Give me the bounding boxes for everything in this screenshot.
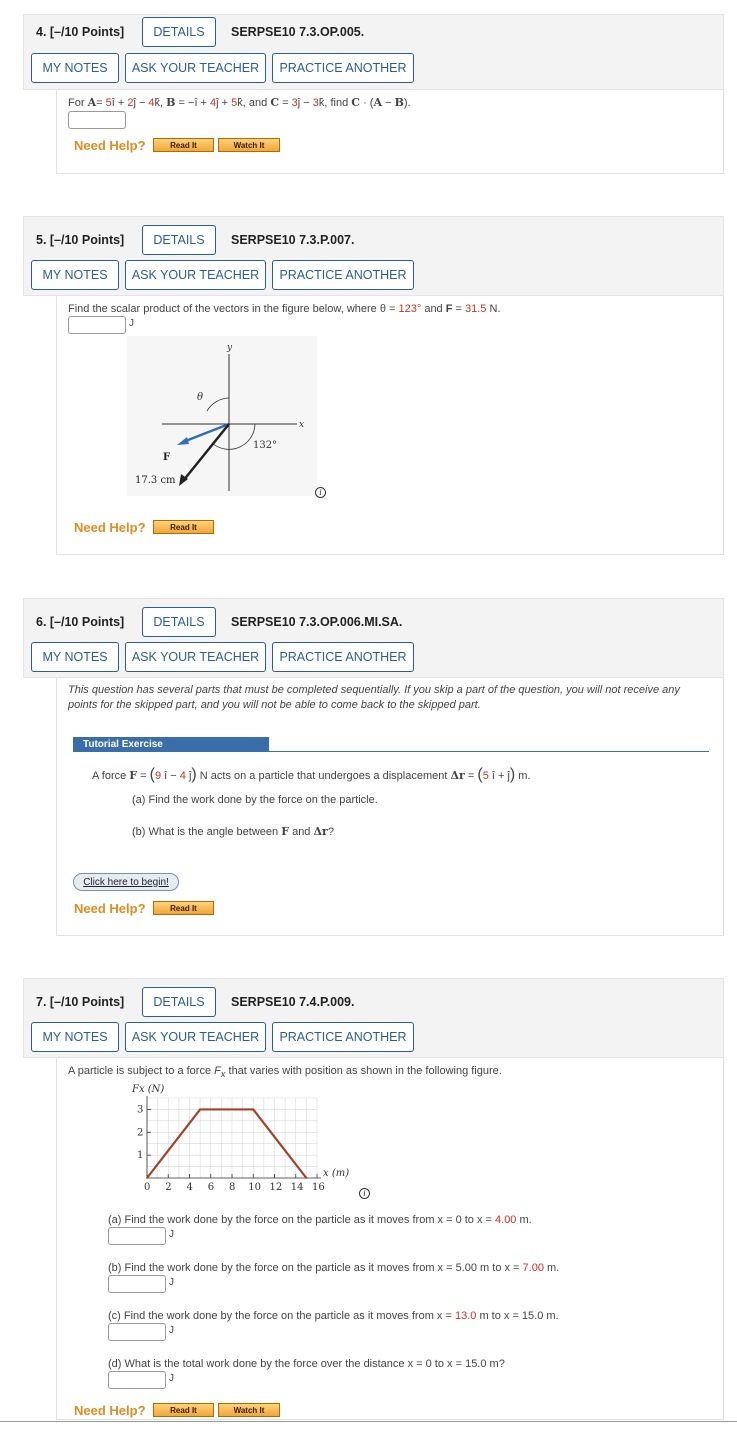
question-4-body: [56, 90, 724, 174]
part-a-text: (a) Find the work done by the force on the particle.: [132, 794, 378, 806]
part-c-text: (c) Find the work done by the force on the particle as it moves from x = 13.0 m to x = 15.0 m.: [108, 1310, 559, 1322]
x-tick-label: 6: [207, 1182, 215, 1193]
length-label: 17.3 cm: [135, 475, 176, 486]
my-notes-button[interactable]: MY NOTES: [31, 642, 119, 672]
x-tick-label: 4: [186, 1182, 193, 1193]
question-header: [23, 216, 724, 296]
question-code: SERPSE10 7.4.P.009.: [231, 995, 355, 1009]
practice-another-button[interactable]: PRACTICE ANOTHER: [272, 53, 414, 83]
question-5: [23, 216, 724, 296]
part-a-input[interactable]: [108, 1227, 166, 1245]
part-b-input[interactable]: [108, 1275, 166, 1293]
answer-input[interactable]: [68, 316, 126, 334]
question-title: 4. [–/10 Points]: [36, 25, 125, 39]
question-7: [23, 978, 724, 1058]
click-to-begin-button[interactable]: Click here to begin!: [73, 873, 179, 891]
question-5-body: [56, 296, 724, 555]
question-code: SERPSE10 7.3.OP.005.: [231, 25, 365, 39]
data-point: [199, 1109, 201, 1111]
question-text: A particle is subject to a force $F_x$ that varies with position as shown in the following figure.: [68, 1065, 502, 1080]
sequential-note-line-1: This question has several parts that must be completed sequentially. If you skip a part of the question, you will not receive any: [68, 684, 680, 696]
my-notes-button[interactable]: MY NOTES: [31, 1022, 119, 1052]
y-axis-label: Fx (N): [132, 1084, 165, 1095]
force-position-chart: [127, 1084, 367, 1196]
question-header: [23, 598, 724, 678]
question-7-body: [56, 1058, 724, 1420]
question-code: SERPSE10 7.3.OP.006.MI.SA.: [231, 615, 403, 629]
question-4: [23, 14, 724, 90]
y-tick-label: 3: [137, 1104, 144, 1116]
unit-label: J: [169, 1373, 174, 1384]
details-button[interactable]: DETAILS: [142, 607, 216, 637]
question-6: [23, 598, 724, 678]
details-button[interactable]: DETAILS: [142, 987, 216, 1017]
question-6-body: [56, 678, 724, 936]
practice-another-button[interactable]: PRACTICE ANOTHER: [272, 642, 414, 672]
x-tick-label: 16: [312, 1182, 325, 1193]
answer-input[interactable]: [68, 111, 126, 129]
y-tick-label: 2: [137, 1127, 144, 1139]
read-it-button[interactable]: Read It: [153, 520, 214, 534]
theta-label: θ: [197, 392, 204, 403]
y-tick-label: 1: [137, 1150, 144, 1162]
details-button[interactable]: DETAILS: [142, 225, 216, 255]
x-tick-label: 10: [248, 1182, 261, 1193]
sequential-note-line-2: points for the skipped part, and you will not be able to come back to the skipped part.: [68, 699, 481, 711]
read-it-button[interactable]: Read It: [153, 138, 214, 152]
unit-label: J: [169, 1325, 174, 1336]
need-help-label: Need Help?: [74, 901, 146, 916]
my-notes-button[interactable]: MY NOTES: [31, 260, 119, 290]
info-icon[interactable]: i: [359, 1188, 370, 1199]
unit-label: J: [129, 318, 134, 329]
page-bottom-rule: [0, 1421, 737, 1422]
x-tick-label: 8: [229, 1182, 236, 1193]
need-help-label: Need Help?: [74, 1403, 146, 1418]
practice-another-button[interactable]: PRACTICE ANOTHER: [272, 260, 414, 290]
details-button[interactable]: DETAILS: [142, 17, 216, 47]
question-title: 7. [–/10 Points]: [36, 995, 125, 1009]
ask-teacher-button[interactable]: ASK YOUR TEACHER: [125, 53, 266, 83]
ask-teacher-button[interactable]: ASK YOUR TEACHER: [125, 642, 266, 672]
y-axis-label: y: [227, 343, 233, 353]
part-c-input[interactable]: [108, 1323, 166, 1341]
angle-label: 132°: [253, 440, 278, 451]
x-axis-label: x (m): [323, 1168, 350, 1179]
practice-another-button[interactable]: PRACTICE ANOTHER: [272, 1022, 414, 1052]
watch-it-button[interactable]: Watch It: [218, 138, 280, 152]
part-d-text: (d) What is the total work done by the force over the distance x = 0 to x = 15.0 m?: [108, 1358, 505, 1370]
read-it-button[interactable]: Read It: [153, 1403, 214, 1417]
unit-label: J: [169, 1277, 174, 1288]
ask-teacher-button[interactable]: ASK YOUR TEACHER: [125, 1022, 266, 1052]
x-tick-label: 0: [144, 1182, 151, 1193]
question-header: [23, 978, 724, 1058]
x-tick-label: 12: [269, 1182, 283, 1193]
force-label: F: [163, 452, 171, 463]
question-code: SERPSE10 7.3.P.007.: [231, 233, 355, 247]
data-point: [146, 1177, 148, 1179]
part-d-input[interactable]: [108, 1371, 166, 1389]
question-text: For A= 5î + 2ĵ − 4k̂, B = −î + 4ĵ + 5k̂, and C = 3ĵ − 3k̂, find C · (A − B).: [68, 96, 411, 109]
vector-figure: [127, 336, 317, 496]
data-point: [252, 1109, 254, 1111]
need-help-label: Need Help?: [74, 138, 146, 153]
info-icon[interactable]: i: [315, 487, 326, 498]
watch-it-button[interactable]: Watch It: [218, 1403, 280, 1417]
tutorial-question: A force F = (9 î − 4 ĵ) N acts on a particle that undergoes a displacement Δr = (5 î + ĵ) m.: [92, 766, 531, 783]
part-b-text: (b) What is the angle between F and Δr?: [132, 825, 334, 838]
part-a-text: (a) Find the work done by the force on the particle as it moves from x = 0 to x = 4.00 m.: [108, 1214, 532, 1226]
data-point: [306, 1177, 308, 1179]
x-axis-label: x: [299, 420, 305, 430]
part-b-text: (b) Find the work done by the force on the particle as it moves from x = 5.00 m to x = 7.00 m.: [108, 1262, 560, 1274]
my-notes-button[interactable]: MY NOTES: [31, 53, 119, 83]
need-help-label: Need Help?: [74, 520, 146, 535]
figure-background: [127, 336, 317, 496]
question-title: 5. [–/10 Points]: [36, 233, 125, 247]
question-text: Find the scalar product of the vectors in the figure below, where θ = 123° and F = 31.5 N.: [68, 303, 501, 315]
unit-label: J: [169, 1229, 174, 1240]
ask-teacher-button[interactable]: ASK YOUR TEACHER: [125, 260, 266, 290]
read-it-button[interactable]: Read It: [153, 901, 214, 915]
question-title: 6. [–/10 Points]: [36, 615, 125, 629]
question-header: [23, 14, 724, 90]
tutorial-divider: [269, 751, 709, 752]
x-tick-label: 14: [290, 1182, 304, 1193]
tutorial-exercise-header: Tutorial Exercise: [73, 737, 269, 752]
x-tick-label: 2: [165, 1182, 172, 1193]
